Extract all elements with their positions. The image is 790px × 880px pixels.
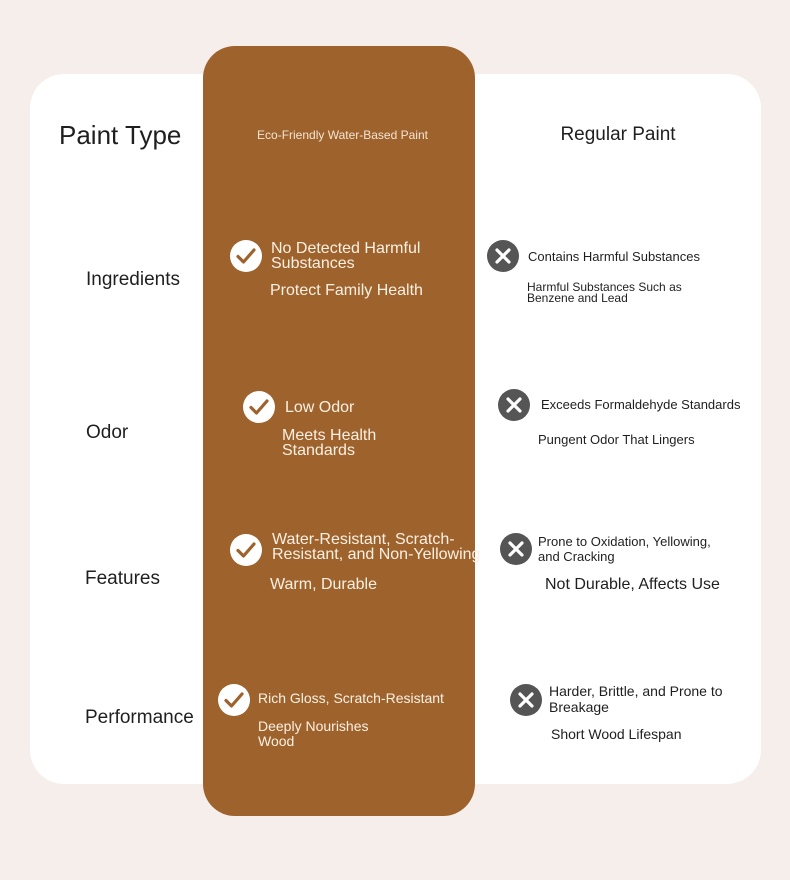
row-label-performance: Performance <box>85 707 194 728</box>
x-circle-icon <box>500 533 532 565</box>
regular-features-title: Prone to Oxidation, Yellowing, and Cracking <box>538 534 711 564</box>
regular-odor-title: Exceeds Formaldehyde Standards <box>541 397 741 412</box>
check-circle-icon <box>230 240 262 272</box>
row-label-ingredients: Ingredients <box>86 269 181 290</box>
regular-odor-sub: Pungent Odor That Lingers <box>538 432 695 447</box>
eco-odor-sub: Meets Health Standards <box>282 427 377 459</box>
x-circle-icon <box>487 240 519 272</box>
eco-ingredients-sub: Protect Family Health <box>270 282 423 299</box>
regular-performance-sub: Short Wood Lifespan <box>551 726 682 742</box>
check-circle-icon <box>218 684 250 716</box>
x-circle-icon <box>510 684 542 716</box>
regular-paint-header: Regular Paint <box>560 124 676 145</box>
row-label-odor: Odor <box>86 422 129 443</box>
check-circle-icon <box>230 534 262 566</box>
regular-performance-title: Harder, Brittle, and Prone to Breakage <box>549 683 723 715</box>
regular-features-sub: Not Durable, Affects Use <box>545 576 720 593</box>
eco-performance-title: Rich Gloss, Scratch-Resistant <box>258 690 444 706</box>
regular-ingredients-sub: Harmful Substances Such as Benzene and Lead <box>527 280 682 305</box>
regular-ingredients-title: Contains Harmful Substances <box>528 249 700 264</box>
x-circle-icon <box>498 389 530 421</box>
eco-features-title: Water-Resistant, Scratch-Resistant, and Non-Yellowing <box>272 531 481 563</box>
check-circle-icon <box>243 391 275 423</box>
eco-ingredients-title: No Detected Harmful Substances <box>271 240 421 272</box>
eco-paint-header: Eco-Friendly Water-Based Paint <box>257 128 428 142</box>
row-label-features: Features <box>85 568 160 589</box>
eco-odor-title: Low Odor <box>285 399 355 416</box>
eco-features-sub: Warm, Durable <box>270 576 377 593</box>
paint-type-header: Paint Type <box>59 120 182 150</box>
eco-performance-sub: Deeply Nourishes Wood <box>258 718 369 749</box>
